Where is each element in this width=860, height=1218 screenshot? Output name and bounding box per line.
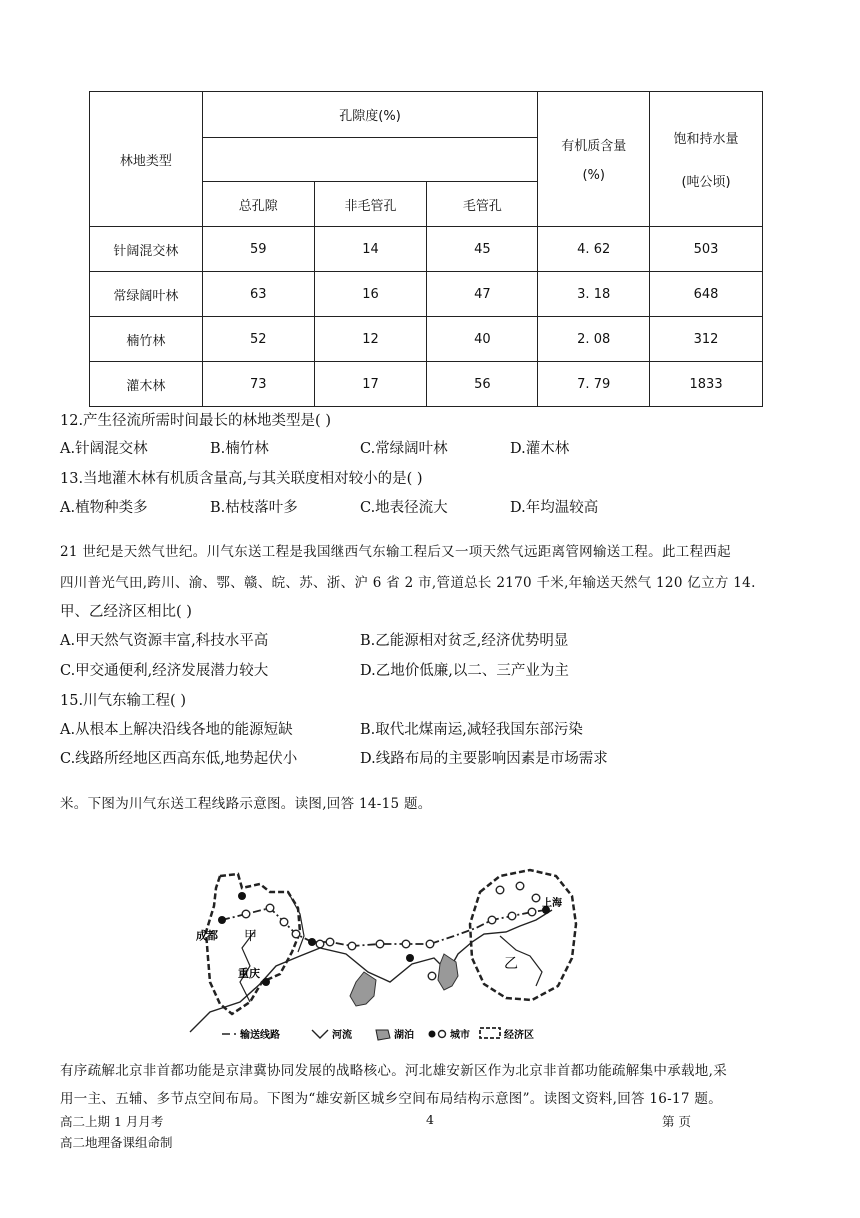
cell-noncap: 17 xyxy=(314,362,427,407)
cell-cap: 45 xyxy=(427,227,538,272)
map-legend xyxy=(222,1028,534,1041)
q13-option-a[interactable]: A.植物种类多 xyxy=(60,500,148,516)
table-row xyxy=(90,362,763,407)
cell-water: 312 xyxy=(650,317,763,362)
economic-zone-yi xyxy=(470,870,576,1000)
cell-organic: 7. 79 xyxy=(538,362,650,407)
cell-total: 52 xyxy=(202,317,314,362)
q14-option-d[interactable]: D.乙地价低廉,以二、三产业为主 xyxy=(360,663,569,679)
cell-type: 常绿阔叶林 xyxy=(90,272,203,317)
cell-total: 63 xyxy=(202,272,314,317)
passage-1-end: 米。下图为川气东送工程线路示意图。读图,回答 14-15 题。 xyxy=(60,796,432,812)
question-15-stem: 15.川气东输工程( ) xyxy=(60,693,186,709)
question-12-stem: 12.产生径流所需时间最长的林地类型是( ) xyxy=(60,413,331,429)
q13-option-c[interactable]: C.地表径流大 xyxy=(360,500,448,516)
table-row xyxy=(90,227,763,272)
cell-organic: 2. 08 xyxy=(538,317,650,362)
cell-noncap: 12 xyxy=(314,317,427,362)
q12-option-b[interactable]: B.楠竹林 xyxy=(210,441,269,457)
q13-option-d[interactable]: D.年均温较高 xyxy=(510,500,599,516)
cell-water: 648 xyxy=(650,272,763,317)
legend-zone-label: 经济区 xyxy=(504,1030,534,1041)
pipeline-route xyxy=(222,908,546,946)
label-yi: 乙 xyxy=(504,956,518,972)
q14-option-a[interactable]: A.甲天然气资源丰富,科技水平高 xyxy=(60,633,269,649)
cell-cap: 47 xyxy=(427,272,538,317)
city-markers xyxy=(242,882,540,980)
legend-lake-label: 湖泊 xyxy=(394,1030,414,1041)
cell-cap: 56 xyxy=(427,362,538,407)
q12-option-d[interactable]: D.灌木林 xyxy=(510,441,570,457)
passage-1-line-2: 四川普光气田,跨川、渝、鄂、赣、皖、苏、浙、沪 6 省 2 市,管道总长 2170 千米,年输送天然气 120 亿立方 14. xyxy=(60,575,756,591)
cell-cap: 40 xyxy=(427,317,538,362)
legend-zone-icon xyxy=(480,1028,500,1038)
cell-organic: 3. 18 xyxy=(538,272,650,317)
forest-soil-table xyxy=(89,91,763,407)
cell-water: 503 xyxy=(650,227,763,272)
q15-option-a[interactable]: A.从根本上解决沿线各地的能源短缺 xyxy=(60,722,293,738)
header-porosity: 孔隙度(%) xyxy=(202,92,537,138)
legend-city-icon xyxy=(439,1031,446,1038)
header-capillary: 毛管孔 xyxy=(427,182,538,227)
legend-route-label: 输送线路 xyxy=(240,1030,280,1041)
legend-city-label: 城市 xyxy=(450,1030,470,1041)
q13-option-b[interactable]: B.枯枝落叶多 xyxy=(210,500,298,516)
passage-2-line-1: 有序疏解北京非首都功能是京津冀协同发展的战略核心。河北雄安新区作为北京非首都功能疏解集中承载地,采 xyxy=(60,1063,727,1079)
passage-1-line-1: 21 世纪是天然气世纪。川气东送工程是我国继西气东输工程后又一项天然气远距离管网输送工程。此工程西起 xyxy=(60,544,731,560)
economic-zone-jia xyxy=(206,874,300,1014)
label-shanghai: 上海 xyxy=(542,898,562,909)
label-chongqing: 重庆 xyxy=(238,967,260,980)
cell-water: 1833 xyxy=(650,362,763,407)
legend-river-label: 河流 xyxy=(332,1030,352,1041)
passage-2-line-2: 用一主、五辅、多节点空间布局。下图为“雄安新区城乡空间布局结构示意图”。读图文资料,回答 16-17 题。 xyxy=(60,1091,722,1107)
q12-option-a[interactable]: A.针阔混交林 xyxy=(60,441,148,457)
q14-option-c[interactable]: C.甲交通便利,经济发展潜力较大 xyxy=(60,663,269,679)
cell-noncap: 14 xyxy=(314,227,427,272)
legend-lake-icon xyxy=(376,1030,390,1040)
header-total-pore: 总孔隙 xyxy=(202,182,314,227)
footer-author: 高二地理备课组命制 xyxy=(60,1135,173,1150)
cell-type: 灌木林 xyxy=(90,362,203,407)
label-jia: 甲 xyxy=(244,929,258,944)
header-water-capacity: 饱和持水量 (吨公顷) xyxy=(650,92,763,227)
table-row xyxy=(90,317,763,362)
table-row xyxy=(90,272,763,317)
q15-option-d[interactable]: D.线路布局的主要影响因素是市场需求 xyxy=(360,751,608,767)
cell-total: 59 xyxy=(202,227,314,272)
q12-option-c[interactable]: C.常绿阔叶林 xyxy=(360,441,448,457)
q14-option-b[interactable]: B.乙能源相对贫乏,经济优势明显 xyxy=(360,633,569,649)
header-blank xyxy=(202,138,537,182)
cell-type: 针阔混交林 xyxy=(90,227,203,272)
footer-page-label: 第 页 xyxy=(662,1114,691,1129)
cell-noncap: 16 xyxy=(314,272,427,317)
label-chengdu: 成都 xyxy=(196,929,218,942)
legend-capital-icon xyxy=(429,1031,436,1038)
question-13-stem: 13.当地灌木林有机质含量高,与其关联度相对较小的是( ) xyxy=(60,471,423,487)
cell-total: 73 xyxy=(202,362,314,407)
q15-option-c[interactable]: C.线路所经地区西高东低,地势起伏小 xyxy=(60,751,298,767)
lake-west xyxy=(350,972,376,1006)
cell-type: 楠竹林 xyxy=(90,317,203,362)
header-noncapillary: 非毛管孔 xyxy=(314,182,427,227)
q15-option-b[interactable]: B.取代北煤南运,减轻我国东部污染 xyxy=(360,722,583,738)
question-14-stem: 甲、乙经济区相比( ) xyxy=(60,604,192,620)
cell-organic: 4. 62 xyxy=(538,227,650,272)
footer-page-number: 4 xyxy=(426,1112,434,1127)
pipeline-route-map xyxy=(180,862,600,1046)
footer-exam-title: 高二上期 1 月月考 xyxy=(60,1114,164,1129)
header-forest-type: 林地类型 xyxy=(90,92,203,227)
legend-river-icon xyxy=(312,1030,328,1038)
header-organic: 有机质含量 (%) xyxy=(538,92,650,227)
